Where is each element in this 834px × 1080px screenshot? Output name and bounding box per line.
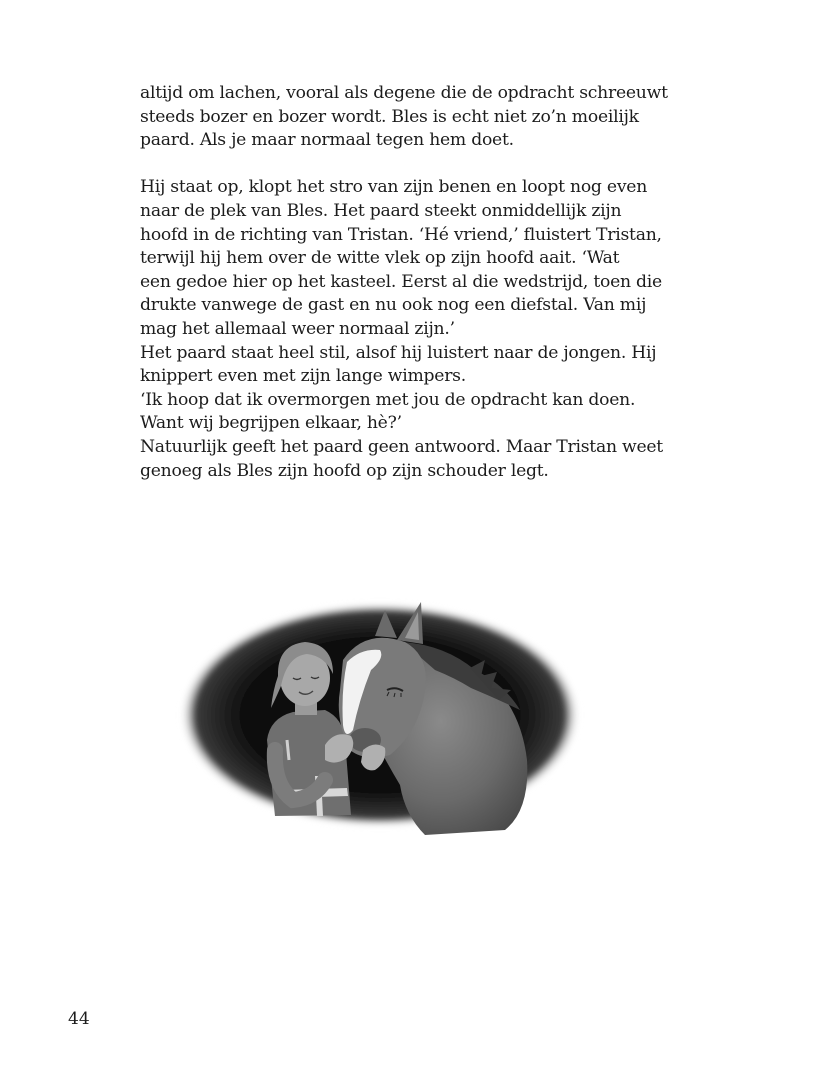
text-line: Hij staat op, klopt het stro van zijn benen en loopt nog even: [140, 177, 648, 198]
text-line: naar de plek van Bles. Het paard steekt onmiddellijk zijn: [140, 200, 622, 221]
boy-and-horse-illustration: [175, 590, 595, 850]
text-line: mag het allemaal weer normaal zijn.’: [140, 318, 455, 339]
text-line: een gedoe hier op het kasteel. Eerst al die wedstrijd, toen die: [140, 271, 662, 292]
paragraph-gap: [140, 153, 660, 177]
text-line: steeds bozer en bozer wordt. Bles is echt niet zo’n moeilijk: [140, 106, 639, 127]
text-line: altijd om lachen, vooral als degene die de opdracht schreeuwt: [140, 83, 668, 103]
text-line: genoeg als Bles zijn hoofd op zijn schouder legt.: [140, 460, 549, 481]
text-line: paard. Als je maar normaal tegen hem doet.: [140, 130, 514, 151]
text-line: Want wij begrijpen elkaar, hè?’: [140, 413, 402, 434]
text-line: hoofd in de richting van Tristan. ‘Hé vriend,’ fluistert Tristan,: [140, 224, 662, 245]
text-line: Het paard staat heel stil, alsof hij luistert naar de jongen. Hij: [140, 342, 657, 363]
text-line: knippert even met zijn lange wimpers.: [140, 366, 466, 387]
text-line: Natuurlijk geeft het paard geen antwoord. Maar Tristan weet: [140, 436, 663, 457]
text-line: drukte vanwege de gast en nu ook nog een diefstal. Van mij: [140, 295, 647, 316]
body-text: [140, 82, 668, 483]
text-line: terwijl hij hem over de witte vlek op zijn hoofd aait. ‘Wat: [140, 248, 620, 269]
text-line: ‘Ik hoop dat ik overmorgen met jou de opdracht kan doen.: [140, 389, 636, 410]
page-number: 44: [68, 1009, 90, 1029]
